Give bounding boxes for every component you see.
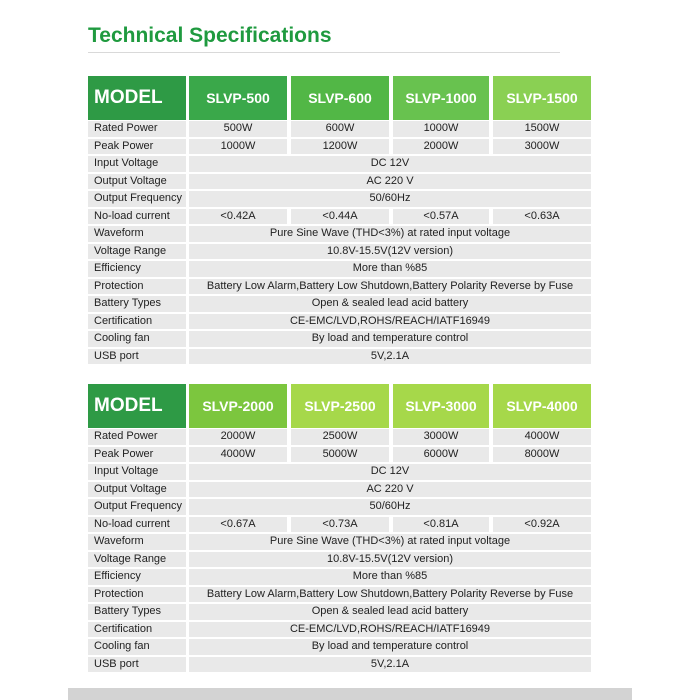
table-row bbox=[88, 638, 591, 656]
spec-label: No-load current bbox=[88, 209, 186, 225]
table-row bbox=[88, 621, 591, 639]
spec-label: Input Voltage bbox=[88, 156, 186, 172]
table-row bbox=[88, 446, 591, 464]
table-row bbox=[88, 313, 591, 331]
table-row bbox=[88, 225, 591, 243]
spec-value-merged: AC 220 V bbox=[189, 482, 591, 498]
spec-value-merged: 10.8V-15.5V(12V version) bbox=[189, 552, 591, 568]
footer-bar bbox=[68, 688, 632, 700]
table-row bbox=[88, 330, 591, 348]
spec-value: 5000W bbox=[291, 447, 389, 463]
table-row bbox=[88, 155, 591, 173]
spec-value-merged: Battery Low Alarm,Battery Low Shutdown,Battery Polarity Reverse by Fuse bbox=[189, 587, 591, 603]
spec-value-merged: CE-EMC/LVD,ROHS/REACH/IATF16949 bbox=[189, 314, 591, 330]
table-row bbox=[88, 428, 591, 446]
spec-value: 1200W bbox=[291, 139, 389, 155]
spec-value-merged: 5V,2.1A bbox=[189, 349, 591, 365]
spec-value: <0.73A bbox=[291, 517, 389, 533]
spec-value-merged: Open & sealed lead acid battery bbox=[189, 296, 591, 312]
spec-label: Output Voltage bbox=[88, 482, 186, 498]
table-row bbox=[88, 498, 591, 516]
spec-label: Voltage Range bbox=[88, 244, 186, 260]
spec-value-merged: CE-EMC/LVD,ROHS/REACH/IATF16949 bbox=[189, 622, 591, 638]
spec-value: <0.92A bbox=[493, 517, 591, 533]
spec-value-merged: 5V,2.1A bbox=[189, 657, 591, 673]
spec-value: 500W bbox=[189, 121, 287, 137]
spec-label: Rated Power bbox=[88, 121, 186, 137]
table-row bbox=[88, 190, 591, 208]
spec-value: 4000W bbox=[189, 447, 287, 463]
model-name-header: SLVP-500 bbox=[189, 76, 287, 120]
spec-label: Waveform bbox=[88, 226, 186, 242]
table-row bbox=[88, 568, 591, 586]
table-row bbox=[88, 533, 591, 551]
spec-label: Peak Power bbox=[88, 447, 186, 463]
table-row bbox=[88, 463, 591, 481]
spec-value-merged: Pure Sine Wave (THD<3%) at rated input voltage bbox=[189, 534, 591, 550]
spec-label: Input Voltage bbox=[88, 464, 186, 480]
spec-value-merged: 50/60Hz bbox=[189, 191, 591, 207]
table-row bbox=[88, 138, 591, 156]
table-row bbox=[88, 243, 591, 261]
spec-label: Battery Types bbox=[88, 296, 186, 312]
model-name-header: SLVP-2000 bbox=[189, 384, 287, 428]
spec-label: Output Frequency bbox=[88, 499, 186, 515]
spec-value: <0.42A bbox=[189, 209, 287, 225]
spec-value: 2000W bbox=[189, 429, 287, 445]
table-row bbox=[88, 516, 591, 534]
model-name-header: SLVP-2500 bbox=[291, 384, 389, 428]
spec-label: USB port bbox=[88, 349, 186, 365]
table-row bbox=[88, 173, 591, 191]
spec-value-merged: Pure Sine Wave (THD<3%) at rated input voltage bbox=[189, 226, 591, 242]
spec-value-merged: 50/60Hz bbox=[189, 499, 591, 515]
spec-value-merged: 10.8V-15.5V(12V version) bbox=[189, 244, 591, 260]
spec-value: 4000W bbox=[493, 429, 591, 445]
spec-value: <0.57A bbox=[393, 209, 489, 225]
model-name-header: SLVP-4000 bbox=[493, 384, 591, 428]
title-divider bbox=[88, 52, 560, 53]
table-row bbox=[88, 120, 591, 138]
table-row bbox=[88, 603, 591, 621]
spec-table-1 bbox=[88, 76, 591, 365]
spec-label: Protection bbox=[88, 279, 186, 295]
spec-value: 6000W bbox=[393, 447, 489, 463]
model-name-header: SLVP-3000 bbox=[393, 384, 489, 428]
table-row bbox=[88, 260, 591, 278]
spec-label: USB port bbox=[88, 657, 186, 673]
spec-value-merged: DC 12V bbox=[189, 464, 591, 480]
model-name-header: SLVP-1000 bbox=[393, 76, 489, 120]
spec-label: Rated Power bbox=[88, 429, 186, 445]
table-row bbox=[88, 586, 591, 604]
spec-value-merged: By load and temperature control bbox=[189, 331, 591, 347]
spec-label: Efficiency bbox=[88, 261, 186, 277]
spec-value-merged: DC 12V bbox=[189, 156, 591, 172]
spec-label: Voltage Range bbox=[88, 552, 186, 568]
table-row bbox=[88, 208, 591, 226]
table-header-row bbox=[88, 76, 591, 120]
table-row bbox=[88, 551, 591, 569]
model-header: MODEL bbox=[88, 384, 186, 428]
spec-value: <0.81A bbox=[393, 517, 489, 533]
spec-value-merged: Battery Low Alarm,Battery Low Shutdown,Battery Polarity Reverse by Fuse bbox=[189, 279, 591, 295]
model-name-header: SLVP-1500 bbox=[493, 76, 591, 120]
spec-label: Peak Power bbox=[88, 139, 186, 155]
page-title: Technical Specifications bbox=[88, 24, 332, 47]
spec-value: <0.44A bbox=[291, 209, 389, 225]
spec-label: Certification bbox=[88, 622, 186, 638]
spec-value: <0.63A bbox=[493, 209, 591, 225]
model-header: MODEL bbox=[88, 76, 186, 120]
spec-label: Efficiency bbox=[88, 569, 186, 585]
spec-label: Battery Types bbox=[88, 604, 186, 620]
table-header-row bbox=[88, 384, 591, 428]
spec-label: Cooling fan bbox=[88, 331, 186, 347]
spec-value: <0.67A bbox=[189, 517, 287, 533]
model-name-header: SLVP-600 bbox=[291, 76, 389, 120]
spec-label: No-load current bbox=[88, 517, 186, 533]
spec-label: Output Frequency bbox=[88, 191, 186, 207]
spec-value-merged: Open & sealed lead acid battery bbox=[189, 604, 591, 620]
spec-value: 1500W bbox=[493, 121, 591, 137]
spec-value: 8000W bbox=[493, 447, 591, 463]
spec-value: 3000W bbox=[493, 139, 591, 155]
spec-table-2 bbox=[88, 384, 591, 673]
spec-value-merged: More than %85 bbox=[189, 261, 591, 277]
spec-value-merged: AC 220 V bbox=[189, 174, 591, 190]
spec-value-merged: More than %85 bbox=[189, 569, 591, 585]
table-row bbox=[88, 348, 591, 366]
table-row bbox=[88, 481, 591, 499]
spec-value: 3000W bbox=[393, 429, 489, 445]
spec-value: 600W bbox=[291, 121, 389, 137]
spec-label: Cooling fan bbox=[88, 639, 186, 655]
spec-label: Output Voltage bbox=[88, 174, 186, 190]
table-row bbox=[88, 656, 591, 674]
spec-value: 1000W bbox=[189, 139, 287, 155]
table-row bbox=[88, 278, 591, 296]
spec-label: Waveform bbox=[88, 534, 186, 550]
spec-value: 2500W bbox=[291, 429, 389, 445]
spec-label: Certification bbox=[88, 314, 186, 330]
table-row bbox=[88, 295, 591, 313]
spec-value: 2000W bbox=[393, 139, 489, 155]
spec-label: Protection bbox=[88, 587, 186, 603]
spec-value: 1000W bbox=[393, 121, 489, 137]
spec-value-merged: By load and temperature control bbox=[189, 639, 591, 655]
